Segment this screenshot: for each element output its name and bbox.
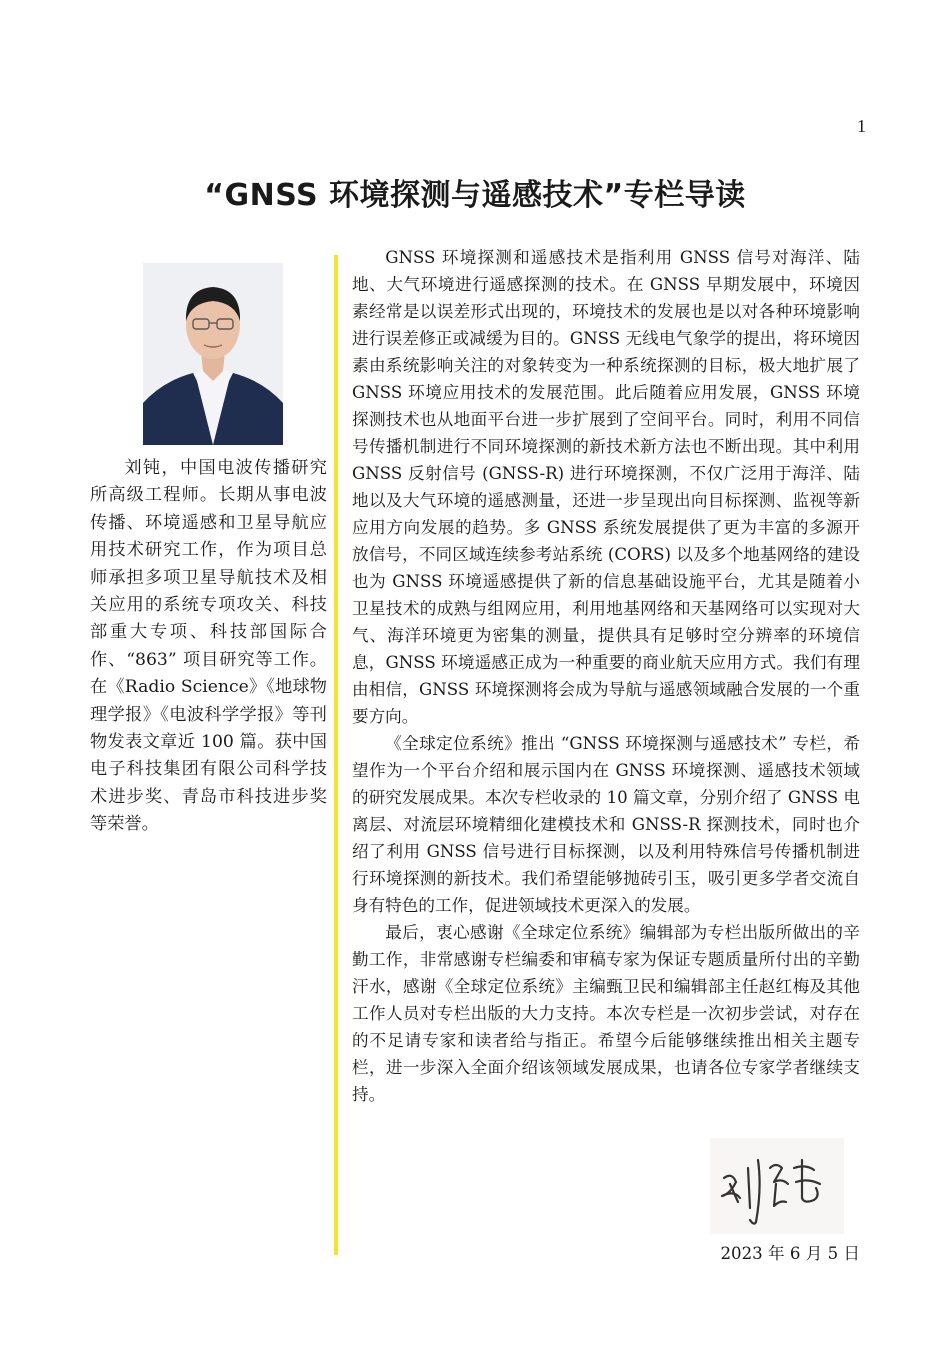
author-bio: 刘钝，中国电波传播研究所高级工程师。长期从事电波传播、环境遥感和卫星导航应用技术研究工作，作为项目总师承担多项卫星导航技术及相关应用的系统专项攻关、科技部重大专项、科技部国际合作、“863” 项目研究等工作。在《Radio Science》《地球物理学报》《电波科学学报》等刊物发表文章近 100 篇。获中国电子科技集团有限公司科学技术进步奖、青岛市科技进步奖等荣誉。 (90, 458, 327, 835)
signature-image (710, 1138, 844, 1234)
article-paragraph: GNSS 环境探测和遥感技术是指利用 GNSS 信号对海洋、陆地、大气环境进行遥感探测的技术。在 GNSS 早期发展中，环境因素经常是以误差形式出现的，环境技术的发展也是以对各种环境影响进行误差修正或减缓为目的。GNSS 无线电气象学的提出，将环境因素由系统影响关注的对象转变为一种系统探测的目标，极大地扩展了 GNSS 环境应用技术的发展范围。此后随着应用发展，GNSS 环境探测技术也从地面平台进一步扩展到了空间平台。同时，利用不同信号传播机制进行不同环境探测的新技术新方法也不断出现。其中利用 GNSS 反射信号 (GNSS-R) 进行环境探测，不仅广泛用于海洋、陆地以及大气环境的遥感测量，还进一步呈现出向目标探测、监视等新应用方向发展的趋势。多 GNSS 系统发展提供了更为丰富的多源开放信号，不同区域连续参考站系统 (CORS) 以及多个地基网络的建设也为 GNSS 环境遥感提供了新的信息基础设施平台，尤其是随着小卫星技术的成熟与组网应用，利用地基网络和天基网络可以实现对大气、海洋环境更为密集的测量，提供具有足够时空分辨率的环境信息，GNSS 环境遥感正成为一种重要的商业航天应用方式。我们有理由相信，GNSS 环境探测将会成为导航与遥感领域融合发展的一个重要方向。 (352, 248, 860, 726)
article-body (352, 244, 860, 1108)
author-photo (143, 263, 283, 445)
author-portrait-image (143, 263, 283, 445)
article-date: 2023 年 6 月 5 日 (720, 1244, 860, 1263)
page-title: “GNSS 环境探测与遥感技术”专栏导读 (204, 178, 746, 213)
article-paragraph: 最后，衷心感谢《全球定位系统》编辑部为专栏出版所做出的辛勤工作，非常感谢专栏编委和审稿专家为保证专题质量所付出的辛勤汗水，感谢《全球定位系统》主编甄卫民和编辑部主任赵红梅及其他工作人员对专栏出版的大力支持。本次专栏是一次初步尝试，对存在的不足请专家和读者给与指正。希望今后能够继续推出相关主题专栏，进一步深入全面介绍该领域发展成果，也请各位专家学者继续支持。 (352, 923, 860, 1104)
column-divider (334, 255, 338, 1255)
article-paragraph: 《全球定位系统》推出 “GNSS 环境探测与遥感技术” 专栏，希望作为一个平台介绍和展示国内在 GNSS 环境探测、遥感技术领域的研究发展成果。本次专栏收录的 10 篇文章，分别介绍了 GNSS 电离层、对流层环境精细化建模技术和 GNSS-R 探测技术，同时也介绍了利用 GNSS 信号进行目标探测，以及利用特殊信号传播机制进行环境探测的新技术。我们希望能够抛砖引玉，吸引更多学者交流自身有特色的工作，促进领域技术更深入的发展。 (352, 734, 860, 915)
page-number: 1 (857, 116, 866, 136)
handwritten-signature (710, 1138, 844, 1234)
